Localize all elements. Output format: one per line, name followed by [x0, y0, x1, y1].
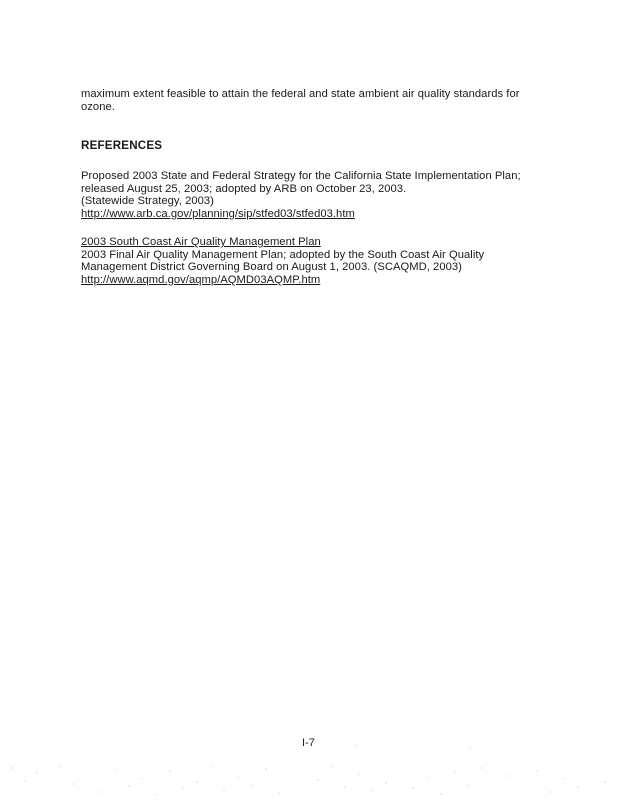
reference-2-title-link[interactable]: 2003 South Coast Air Quality Management Plan [81, 236, 321, 248]
body-line-1: maximum extent feasible to attain the federal and state ambient air quality standards for [81, 88, 520, 100]
reference-1-line-3: (Statewide Strategy, 2003) [81, 195, 214, 208]
reference-south-coast-aqmp [81, 236, 551, 286]
page-number: I-7 [302, 737, 315, 749]
scan-noise [0, 740, 619, 800]
reference-1-line-2: released August 25, 2003; adopted by ARB on October 23, 2003. [81, 182, 407, 195]
reference-2-line-2: Management District Governing Board on August 1, 2003. (SCAQMD, 2003) [81, 261, 462, 274]
reference-2-url-link[interactable]: http://www.aqmd.gov/aqmp/AQMD03AQMP.htm [81, 273, 321, 286]
references-heading: REFERENCES [81, 139, 163, 152]
reference-statewide-strategy [81, 170, 551, 220]
body-line-2: ozone. [81, 100, 115, 113]
reference-1-url-link[interactable]: http://www.arb.ca.gov/planning/sip/stfed03/stfed03.htm [81, 207, 355, 220]
reference-1-line-1: Proposed 2003 State and Federal Strategy for the California State Implementation Plan; [81, 170, 521, 182]
reference-2-line-1: 2003 Final Air Quality Management Plan; adopted by the South Coast Air Quality [81, 248, 485, 261]
body-paragraph [81, 88, 551, 113]
